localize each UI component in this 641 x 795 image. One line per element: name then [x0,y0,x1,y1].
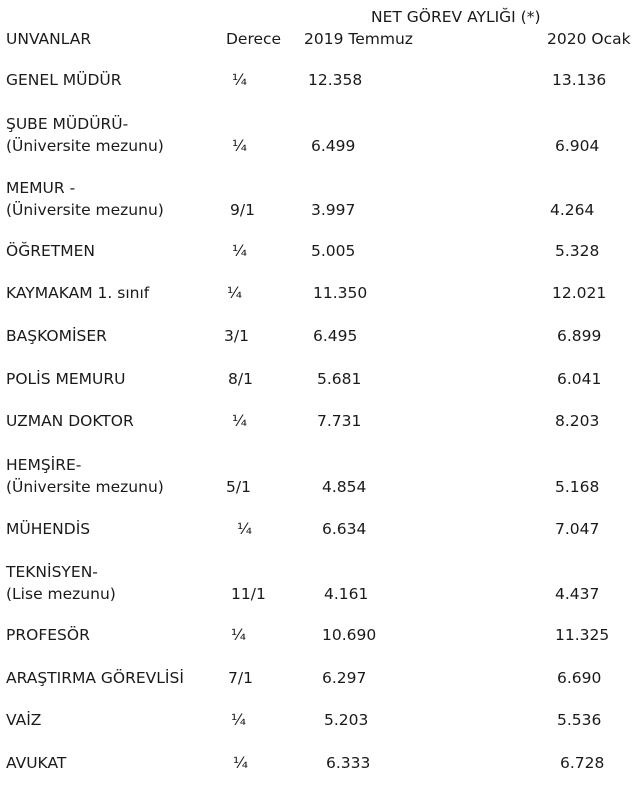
table-row [0,241,641,283]
table-row [0,369,641,411]
row-degree: ¼ [232,71,248,89]
row-degree: 11/1 [231,585,266,603]
row-title: BAŞKOMİSER [6,327,107,345]
row-salary-2019: 5.681 [317,370,362,388]
row-salary-2019: 6.634 [322,520,367,538]
row-title: ŞUBE MÜDÜRÜ- [6,115,129,133]
row-salary-2019: 10.690 [322,626,377,644]
row-title-subline: (Üniversite mezunu) [6,478,164,496]
table-row [0,326,641,368]
row-salary-2020: 6.041 [557,370,602,388]
row-salary-2020: 5.328 [555,242,600,260]
row-salary-2020: 6.899 [557,327,602,345]
row-salary-2019: 3.997 [311,201,356,219]
table-row [0,114,641,156]
row-degree: ¼ [232,242,248,260]
row-degree: ¼ [232,412,248,430]
row-title: ARAŞTIRMA GÖREVLİSİ [6,669,184,687]
table-row [0,710,641,752]
row-title: HEMŞİRE- [6,456,82,474]
table-row [0,178,641,220]
table-row [0,70,641,112]
row-salary-2019: 4.854 [322,478,367,496]
row-salary-2019: 6.499 [311,137,356,155]
row-salary-2020: 4.437 [555,585,600,603]
row-salary-2020: 5.168 [555,478,600,496]
column-header-degree: Derece [226,30,282,48]
column-header-2020: 2020 Ocak [547,30,631,48]
row-degree: 5/1 [226,478,251,496]
row-title: AVUKAT [6,754,67,772]
row-salary-2020: 6.690 [557,669,602,687]
row-salary-2020: 12.021 [552,284,607,302]
row-salary-2019: 6.297 [322,669,367,687]
row-salary-2020: 4.264 [550,201,595,219]
row-salary-2020: 5.536 [557,711,602,729]
row-title-subline: (Üniversite mezunu) [6,137,164,155]
row-salary-2020: 6.904 [555,137,600,155]
table-row [0,668,641,710]
row-salary-2019: 11.350 [313,284,368,302]
row-salary-2020: 7.047 [555,520,600,538]
table-row [0,753,641,795]
row-title: GENEL MÜDÜR [6,71,122,89]
row-degree: 9/1 [230,201,255,219]
row-title: POLİS MEMURU [6,370,126,388]
row-title: PROFESÖR [6,626,90,644]
row-salary-2019: 6.333 [326,754,371,772]
table-row [0,283,641,325]
row-title: TEKNİSYEN- [6,563,98,581]
row-title: UZMAN DOKTOR [6,412,134,430]
row-salary-2019: 7.731 [317,412,362,430]
table-row [0,562,641,604]
row-salary-2020: 6.728 [560,754,605,772]
row-degree: ¼ [232,137,248,155]
row-salary-2019: 5.005 [311,242,356,260]
row-salary-2020: 11.325 [555,626,610,644]
row-salary-2019: 6.495 [313,327,358,345]
row-degree: ¼ [233,754,249,772]
row-degree: 7/1 [228,669,253,687]
row-salary-2019: 4.161 [324,585,369,603]
row-salary-2020: 13.136 [552,71,607,89]
table-row [0,519,641,561]
row-title: ÖĞRETMEN [6,242,96,260]
table-row [0,411,641,453]
row-salary-2019: 12.358 [308,71,363,89]
row-degree: 3/1 [224,327,249,345]
group-title: NET GÖREV AYLIĞI (*) [371,8,541,26]
row-degree: ¼ [231,711,247,729]
row-title-subline: (Üniversite mezunu) [6,201,164,219]
row-degree: 8/1 [228,370,253,388]
column-header-2019: 2019 Temmuz [304,30,413,48]
row-title: KAYMAKAM 1. sınıf [6,284,150,302]
row-degree: ¼ [237,520,253,538]
row-degree: ¼ [227,284,243,302]
table-row [0,625,641,667]
row-degree: ¼ [231,626,247,644]
row-title: VAİZ [6,711,42,729]
row-salary-2020: 8.203 [555,412,600,430]
row-title: MÜHENDİS [6,520,91,538]
row-title: MEMUR - [6,179,76,197]
table-row [0,455,641,497]
row-salary-2019: 5.203 [324,711,369,729]
row-title-subline: (Lise mezunu) [6,585,116,603]
column-header-title: UNVANLAR [6,30,92,48]
